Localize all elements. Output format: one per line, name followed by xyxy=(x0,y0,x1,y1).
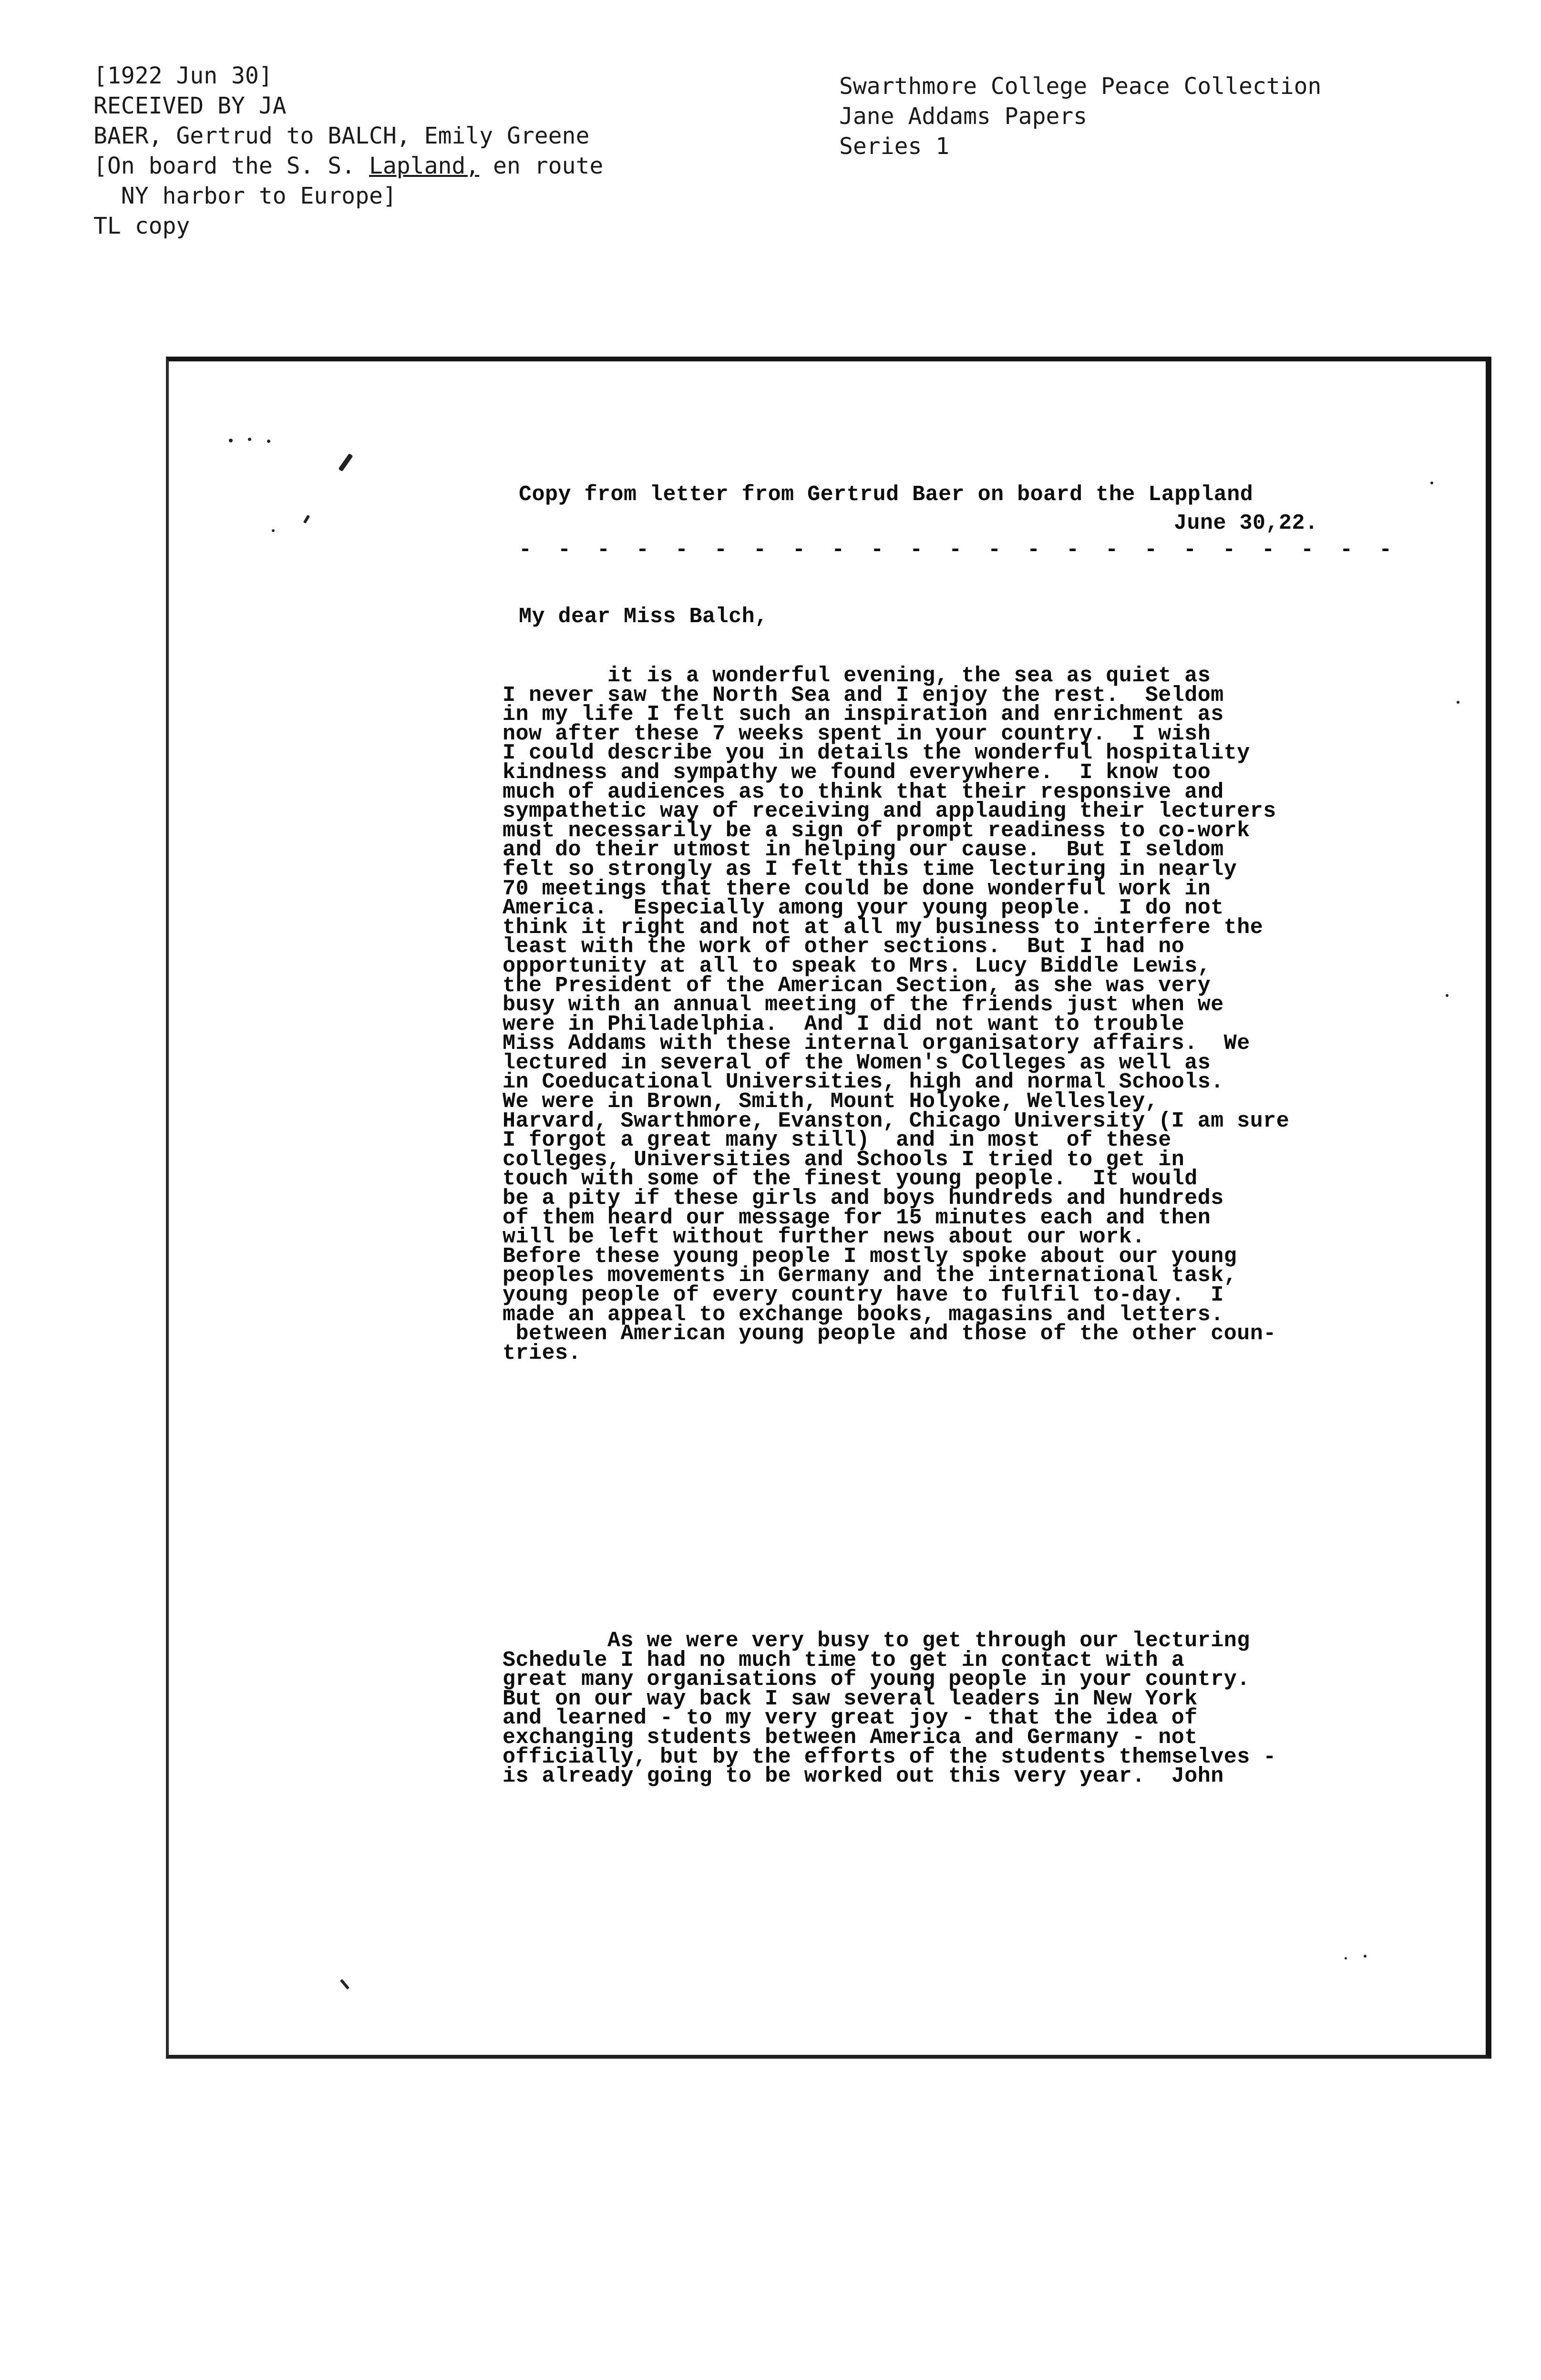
letter-paragraph-2 xyxy=(503,1629,1408,1789)
letter-line: must necessarily be a sign of prompt readiness to co-work xyxy=(503,818,1250,843)
heading-divider: - - - - - - - - - - - - - - - - - - - - - - - xyxy=(519,538,1399,562)
scan-speck xyxy=(267,440,270,443)
letter-heading: Copy from letter from Gertrud Baer on board the Lappland xyxy=(519,482,1253,507)
citation-location-suffix: en route xyxy=(479,153,604,179)
citation-type: TL copy xyxy=(93,213,190,239)
letter-line: opportunity at all to speak to Mrs. Lucy Biddle Lewis, xyxy=(503,954,1211,978)
archive-citation xyxy=(93,61,603,241)
letter-line: were in Philadelphia. And I did not want to trouble xyxy=(503,1012,1185,1036)
scan-speck xyxy=(1430,482,1433,484)
scan-speck xyxy=(272,529,275,532)
collection-name: Swarthmore College Peace Collection xyxy=(839,73,1322,100)
letter-line: Schedule I had no much time to get in contact with a xyxy=(503,1648,1185,1672)
letter-line: touch with some of the finest young people. It would xyxy=(503,1167,1198,1191)
letter-line: the President of the American Section, as she was very xyxy=(503,973,1211,998)
letter-line: peoples movements in Germany and the international task, xyxy=(503,1263,1237,1288)
letter-line: felt so strongly as I felt this time lecturing in nearly xyxy=(503,857,1237,882)
letter-line: will be left without further news about our work. xyxy=(503,1225,1145,1250)
letter-line: be a pity if these girls and boys hundreds and hundreds xyxy=(503,1186,1224,1211)
letter-line: officially, but by the efforts of the students themselves - xyxy=(503,1744,1276,1769)
letter-line: exchanging students between America and Germany - not xyxy=(503,1725,1198,1750)
scan-speck xyxy=(229,439,233,442)
letter-line: sympathetic way of receiving and applauding their lecturers xyxy=(503,799,1276,824)
letter-line: between American young people and those of the other coun- xyxy=(503,1322,1276,1346)
letter-line: now after these 7 weeks spent in your country. I wish xyxy=(503,721,1211,746)
letter-line: Harvard, Swarthmore, Evanston, Chicago University (I am sure xyxy=(503,1108,1290,1133)
scan-speck xyxy=(1364,1955,1366,1958)
letter-line: As we were very busy to get through our lecturing xyxy=(503,1629,1250,1653)
letter-line: great many organisations of young people in your country. xyxy=(503,1667,1250,1692)
letter-line: think it right and not at all my business to interfere the xyxy=(503,915,1264,940)
letter-line: it is a wonderful evening, the sea as quiet as xyxy=(503,664,1211,688)
collection-series: Series 1 xyxy=(839,133,950,160)
letter-line: busy with an annual meeting of the friends just when we xyxy=(503,993,1224,1017)
letter-date: June 30,22. xyxy=(1174,511,1318,535)
letter-line: is already going to be worked out this very year. John xyxy=(503,1764,1224,1789)
citation-received: RECEIVED BY JA xyxy=(93,92,287,119)
letter-line: least with the work of other sections. But I had no xyxy=(503,934,1185,959)
letter-line: America. Especially among your young people. I do not xyxy=(503,896,1224,921)
letter-line: I never saw the North Sea and I enjoy the rest. Seldom xyxy=(503,683,1224,708)
letter-line: Before these young people I mostly spoke about our young xyxy=(503,1244,1237,1269)
citation-date: [1922 Jun 30] xyxy=(93,62,273,89)
citation-route: NY harbor to Europe] xyxy=(93,183,397,209)
scan-speck xyxy=(248,438,251,441)
scan-speck xyxy=(1457,701,1459,704)
letter-line: 70 meetings that there could be done wonderful work in xyxy=(503,876,1211,901)
letter-line: in my life I felt such an inspiration and enrichment as xyxy=(503,702,1224,727)
letter-line: lectured in several of the Women's Colleges as well as xyxy=(503,1050,1211,1075)
letter-line: made an appeal to exchange books, magasins and letters. xyxy=(503,1302,1224,1327)
letter-line: colleges, Universities and Schools I tried to get in xyxy=(503,1147,1185,1172)
letter-line: I could describe you in details the wonderful hospitality xyxy=(503,741,1250,766)
letter-line: young people of every country have to fulfil to-day. I xyxy=(503,1283,1224,1307)
letter-line: Miss Addams with these internal organisatory affairs. We xyxy=(503,1031,1250,1056)
letter-line: We were in Brown, Smith, Mount Holyoke, Wellesley, xyxy=(503,1089,1159,1114)
letter-paragraph-1 xyxy=(503,664,1408,1365)
letter-line: in Coeducational Universities, high and normal Schools. xyxy=(503,1070,1224,1095)
citation-correspondents: BAER, Gertrud to BALCH, Emily Greene xyxy=(93,123,590,149)
letter-line: and do their utmost in helping our cause. But I seldom xyxy=(503,838,1224,862)
letter-line: I forgot a great many still) and in most of these xyxy=(503,1128,1171,1153)
letter-line: kindness and sympathy we found everywhere. I know too xyxy=(503,760,1211,785)
letter-line: tries. xyxy=(503,1341,582,1365)
letter-line: much of audiences as to think that their responsive and xyxy=(503,780,1224,804)
letter-salutation: My dear Miss Balch, xyxy=(519,605,768,629)
collection-info xyxy=(839,72,1321,162)
letter-line: of them heard our message for 15 minutes each and then xyxy=(503,1205,1211,1230)
letter-line: But on our way back I saw several leaders in New York xyxy=(503,1686,1198,1711)
letter-line: and learned - to my very great joy - that the idea of xyxy=(503,1706,1198,1731)
scan-speck xyxy=(1345,1957,1347,1959)
citation-ship-name: Lapland, xyxy=(369,153,480,179)
scan-speck xyxy=(1446,994,1449,997)
citation-location-prefix: [On board the S. S. xyxy=(93,153,369,179)
collection-papers: Jane Addams Papers xyxy=(839,103,1088,130)
citation-location xyxy=(93,151,603,181)
